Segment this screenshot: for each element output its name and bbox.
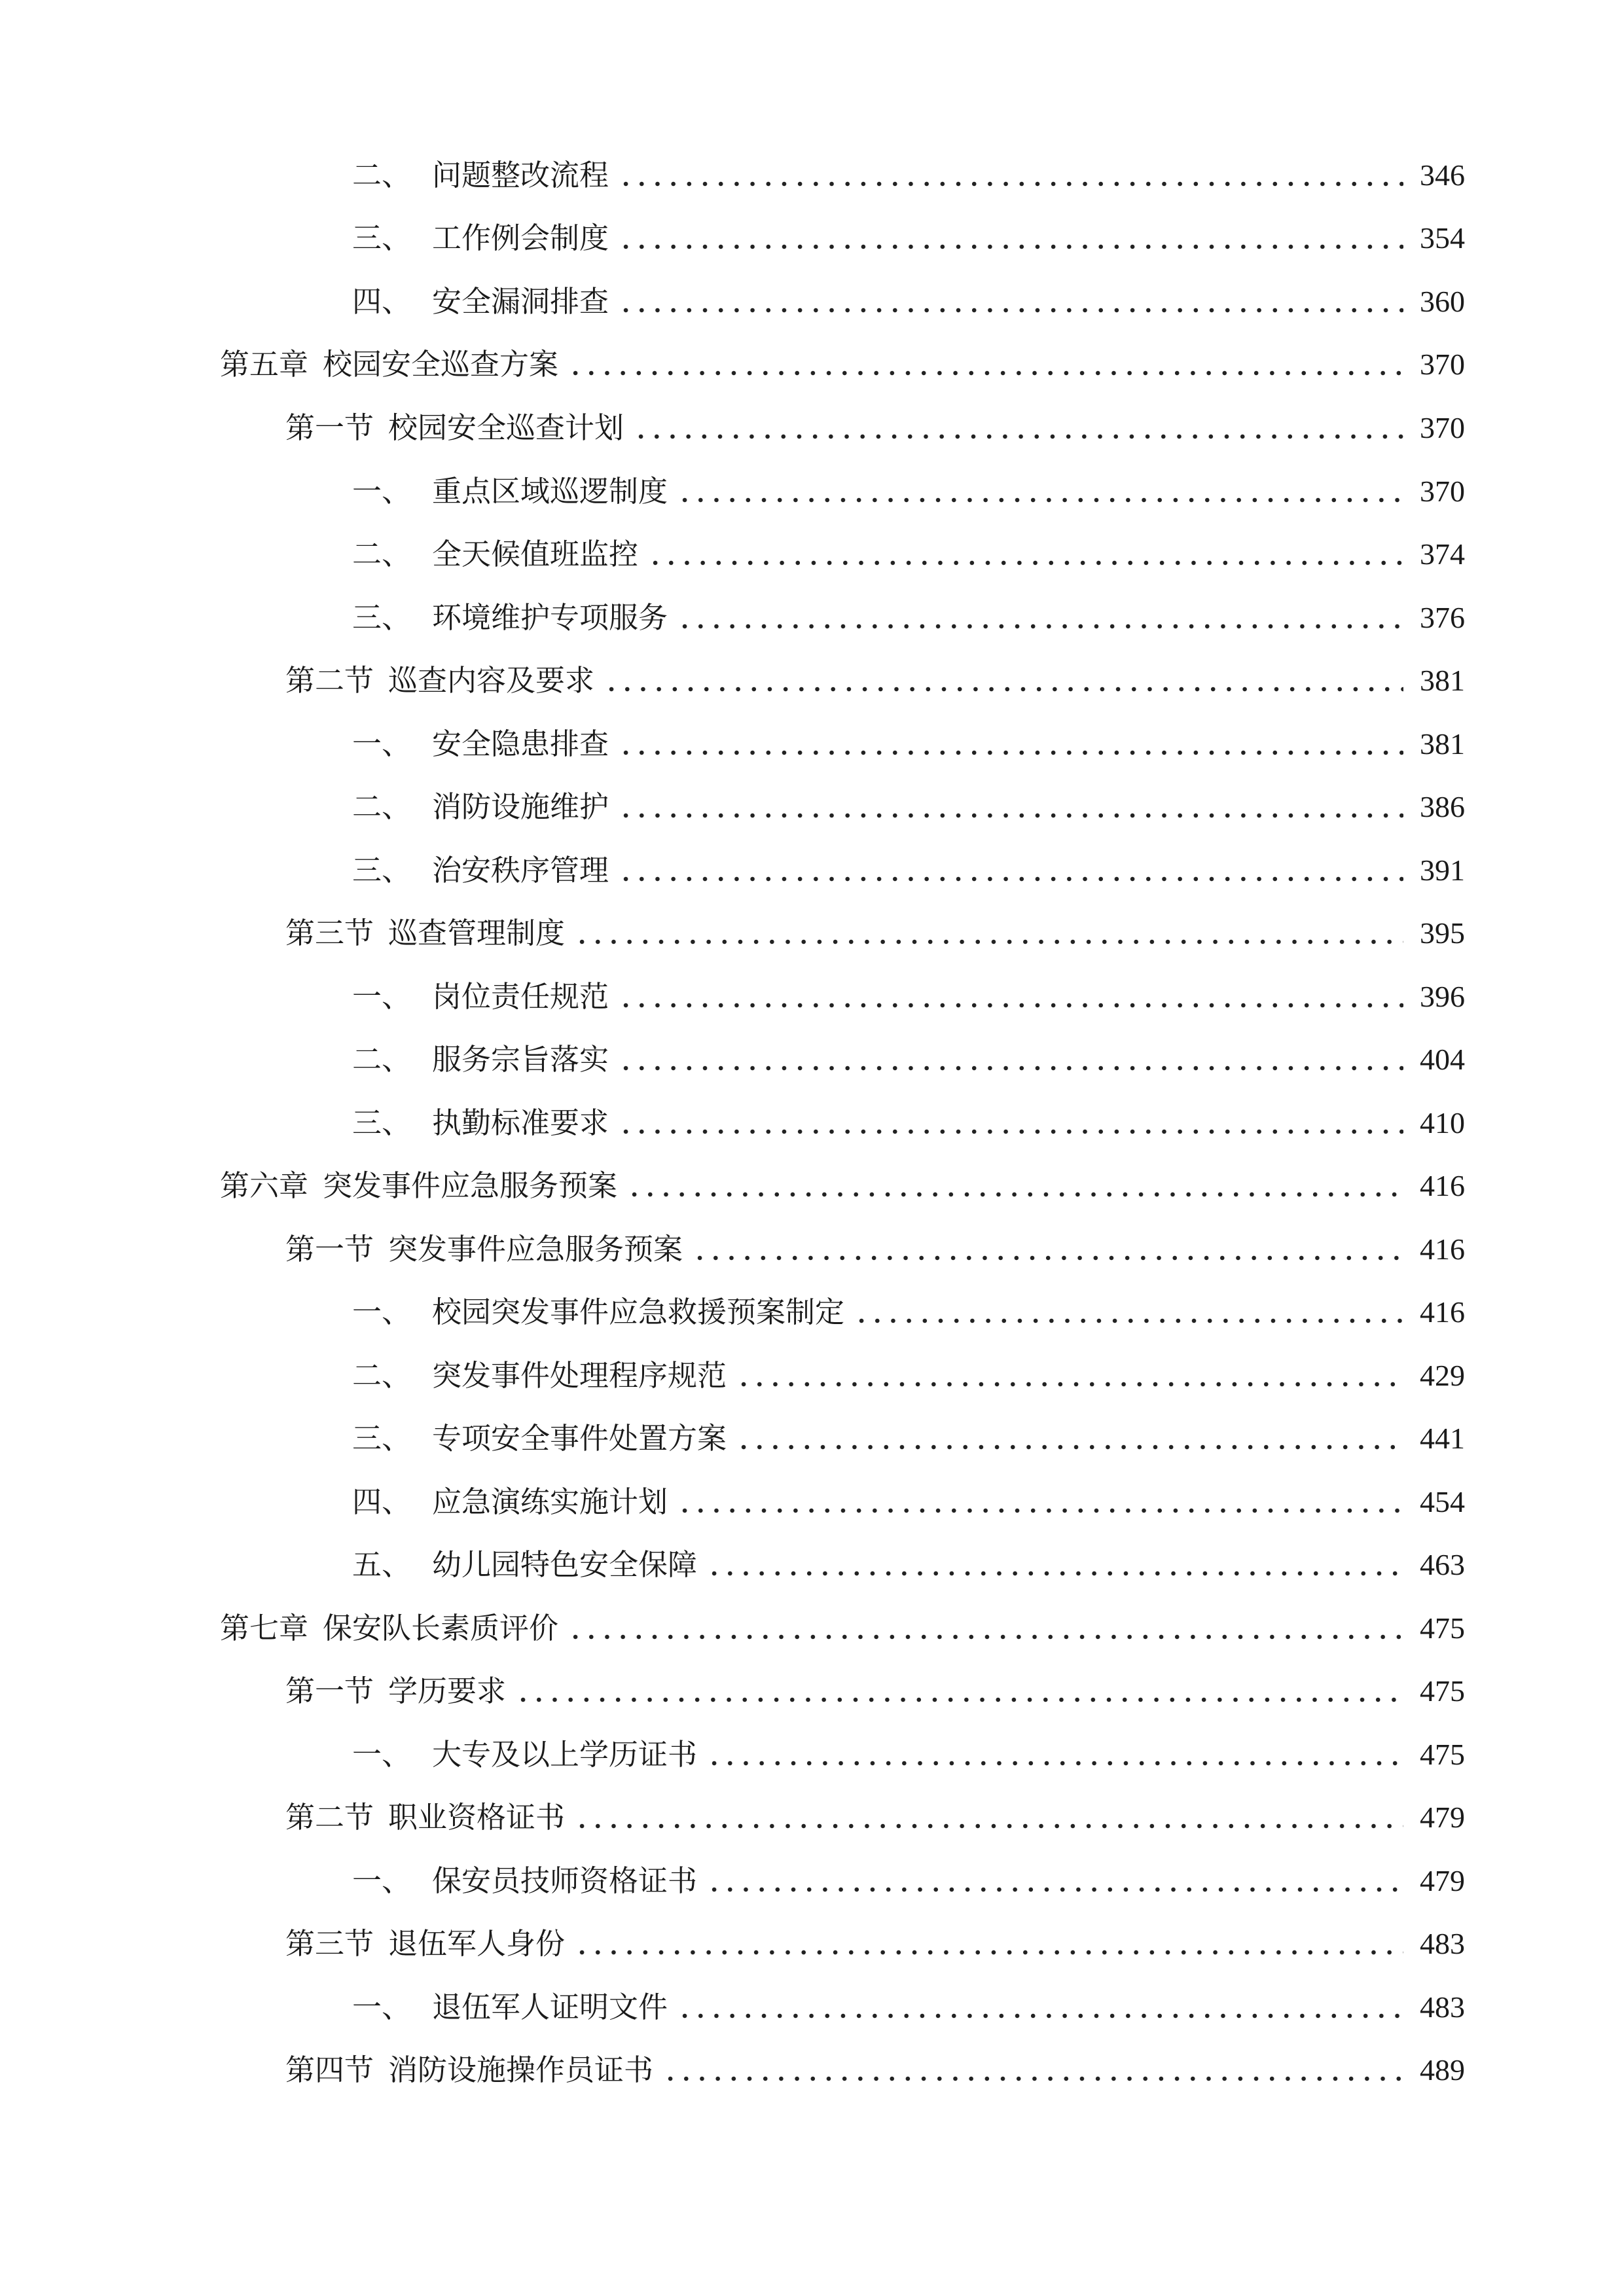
toc-entry-page-number: 475 (1420, 1738, 1465, 1771)
toc-entry-page-number: 386 (1420, 790, 1465, 823)
toc-entry[interactable] (220, 1602, 1465, 1655)
toc-entry-title: 突发事件处理程序规范 (432, 1358, 727, 1393)
toc-entry-number: 二、 (352, 1358, 412, 1393)
toc-entry-title: 职业资格证书 (388, 1800, 566, 1835)
dot-leader (854, 1314, 1403, 1327)
toc-entry[interactable] (285, 655, 1465, 707)
toc-entry-title: 问题整改流程 (432, 158, 609, 192)
toc-entry-number: 五、 (352, 1547, 412, 1582)
toc-entry-page-number: 479 (1420, 1801, 1465, 1834)
toc-entry[interactable] (352, 212, 1465, 264)
dot-leader (574, 935, 1403, 948)
toc-entry-page-number: 370 (1420, 475, 1465, 508)
dot-leader (677, 493, 1403, 507)
toc-entry-page-number: 396 (1420, 980, 1465, 1013)
toc-entry-number: 一、 (352, 474, 412, 509)
toc-entry-number: 第一节 (285, 1232, 374, 1266)
toc-entry[interactable] (285, 1665, 1465, 1717)
toc-entry[interactable] (220, 338, 1465, 391)
toc-entry-page-number: 354 (1420, 221, 1465, 255)
toc-entry-title: 退伍军人证明文件 (432, 1990, 668, 2024)
toc-entry-title: 校园突发事件应急救援预案制定 (432, 1295, 845, 1329)
toc-entry-title: 幼儿园特色安全保障 (432, 1547, 698, 1582)
toc-entry-page-number: 463 (1420, 1548, 1465, 1581)
toc-entry[interactable] (352, 276, 1465, 328)
toc-entry-title: 重点区域巡逻制度 (432, 474, 668, 509)
toc-entry[interactable] (285, 402, 1465, 454)
toc-entry-page-number: 346 (1420, 158, 1465, 192)
toc-entry-title: 工作例会制度 (432, 221, 609, 255)
toc-entry-number: 二、 (352, 158, 412, 192)
toc-entry-number: 第三节 (285, 916, 374, 950)
toc-entry-page-number: 454 (1420, 1485, 1465, 1518)
toc-entry-number: 三、 (352, 600, 412, 635)
toc-entry-number: 一、 (352, 1863, 412, 1898)
toc-entry-page-number: 441 (1420, 1422, 1465, 1455)
toc-entry-number: 第五章 (220, 347, 309, 382)
dot-leader (618, 746, 1403, 759)
toc-entry-title: 巡查管理制度 (388, 916, 566, 950)
dot-leader (618, 872, 1403, 886)
toc-entry-title: 退伍军人身份 (388, 1926, 566, 1961)
toc-entry-number: 一、 (352, 1737, 412, 1772)
toc-entry[interactable] (352, 1412, 1465, 1465)
toc-entry-number: 二、 (352, 789, 412, 824)
toc-entry-number: 三、 (352, 1421, 412, 1456)
toc-entry[interactable] (352, 1855, 1465, 1907)
dot-leader (568, 1630, 1403, 1643)
toc-entry-page-number: 395 (1420, 916, 1465, 950)
dot-leader (677, 1504, 1403, 1517)
toc-entry-number: 第一节 (285, 1674, 374, 1708)
toc-entry[interactable] (352, 1033, 1465, 1086)
toc-entry-number: 第六章 (220, 1168, 309, 1203)
toc-entry[interactable] (352, 592, 1465, 644)
toc-entry-title: 保安员技师资格证书 (432, 1863, 698, 1898)
toc-entry-title: 岗位责任规范 (432, 979, 609, 1014)
dot-leader (574, 1946, 1403, 1959)
toc-entry-page-number: 360 (1420, 285, 1465, 318)
dot-leader (618, 177, 1403, 190)
toc-entry-title: 学历要求 (388, 1674, 507, 1708)
dot-leader (677, 620, 1403, 633)
dot-leader (662, 2072, 1403, 2085)
toc-entry[interactable] (352, 1286, 1465, 1338)
toc-entry[interactable] (352, 844, 1465, 897)
toc-entry-number: 第四节 (285, 2053, 374, 2087)
toc-entry-title: 执勤标准要求 (432, 1105, 609, 1140)
dot-leader (677, 2009, 1403, 2022)
toc-entry[interactable] (352, 1476, 1465, 1528)
toc-entry-number: 一、 (352, 1990, 412, 2024)
toc-entry-number: 二、 (352, 537, 412, 571)
toc-entry-number: 一、 (352, 1295, 412, 1329)
toc-entry-page-number: 475 (1420, 1611, 1465, 1645)
toc-entry[interactable] (285, 1223, 1465, 1276)
toc-entry-title: 消防设施操作员证书 (388, 2053, 654, 2087)
toc-entry[interactable] (352, 465, 1465, 518)
toc-entry-number: 三、 (352, 1105, 412, 1140)
dot-leader (604, 683, 1403, 696)
toc-entry-number: 第二节 (285, 1800, 374, 1835)
toc-entry-number: 四、 (352, 284, 412, 319)
toc-entry-page-number: 370 (1420, 348, 1465, 381)
dot-leader (736, 1441, 1403, 1454)
toc-entry-page-number: 489 (1420, 2053, 1465, 2087)
toc-entry-number: 三、 (352, 853, 412, 888)
toc-entry-title: 校园安全巡查计划 (388, 410, 624, 445)
toc-entry-title: 校园安全巡查方案 (323, 347, 559, 382)
toc-entry[interactable] (352, 1097, 1465, 1149)
dot-leader (568, 367, 1403, 380)
toc-entry-page-number: 404 (1420, 1043, 1465, 1076)
toc-entry[interactable] (352, 1539, 1465, 1591)
toc-entry-page-number: 475 (1420, 1674, 1465, 1708)
toc-entry[interactable] (352, 1981, 1465, 2034)
toc-entry-number: 一、 (352, 726, 412, 761)
toc-entry-title: 突发事件应急服务预案 (323, 1168, 618, 1203)
toc-entry-title: 环境维护专项服务 (432, 600, 668, 635)
toc-entry-page-number: 410 (1420, 1106, 1465, 1139)
toc-entry[interactable] (352, 528, 1465, 581)
toc-entry-page-number: 416 (1420, 1232, 1465, 1266)
toc-entry-page-number: 376 (1420, 601, 1465, 634)
toc-entry-title: 全天候值班监控 (432, 537, 639, 571)
toc-entry[interactable] (285, 1918, 1465, 1970)
dot-leader (574, 1820, 1403, 1833)
toc-entry[interactable] (285, 907, 1465, 960)
toc-entry-page-number: 429 (1420, 1359, 1465, 1392)
toc-entry[interactable] (352, 1729, 1465, 1781)
toc-entry-page-number: 391 (1420, 853, 1465, 887)
toc-entry-title: 消防设施维护 (432, 789, 609, 824)
dot-leader (633, 430, 1403, 443)
dot-leader (618, 304, 1403, 317)
toc-entry-number: 第三节 (285, 1926, 374, 1961)
toc-entry-page-number: 479 (1420, 1864, 1465, 1897)
toc-entry-page-number: 381 (1420, 727, 1465, 761)
toc-entry-number: 二、 (352, 1042, 412, 1077)
toc-entry-title: 服务宗旨落实 (432, 1042, 609, 1077)
dot-leader (618, 1125, 1403, 1138)
toc-entry-title: 安全漏洞排查 (432, 284, 609, 319)
dot-leader (736, 1378, 1403, 1391)
toc-entry[interactable] (220, 1160, 1465, 1212)
toc-entry[interactable] (285, 2044, 1465, 2096)
toc-entry-number: 三、 (352, 221, 412, 255)
toc-entry[interactable] (285, 1791, 1465, 1844)
toc-entry-page-number: 381 (1420, 664, 1465, 697)
dot-leader (706, 1757, 1403, 1770)
toc-entry-page-number: 416 (1420, 1295, 1465, 1329)
toc-entry-title: 突发事件应急服务预案 (388, 1232, 683, 1266)
toc-entry-title: 安全隐患排查 (432, 726, 609, 761)
toc-entry-title: 治安秩序管理 (432, 853, 609, 888)
dot-leader (706, 1567, 1403, 1580)
toc-entry-title: 大专及以上学历证书 (432, 1737, 698, 1772)
toc-entry-title: 巡查内容及要求 (388, 663, 595, 698)
toc-entry-number: 第二节 (285, 663, 374, 698)
toc-entry[interactable] (352, 781, 1465, 833)
toc-entry-page-number: 374 (1420, 537, 1465, 571)
dot-leader (618, 999, 1403, 1012)
dot-leader (618, 1062, 1403, 1075)
toc-entry-title: 应急演练实施计划 (432, 1484, 668, 1519)
toc-entry[interactable] (352, 718, 1465, 770)
dot-leader (647, 556, 1403, 569)
toc-entry-number: 四、 (352, 1484, 412, 1519)
dot-leader (706, 1883, 1403, 1896)
dot-leader (618, 240, 1403, 253)
toc-entry-number: 第一节 (285, 410, 374, 445)
toc-entry-title: 专项安全事件处置方案 (432, 1421, 727, 1456)
toc-entry-page-number: 416 (1420, 1169, 1465, 1202)
toc-entry-page-number: 370 (1420, 411, 1465, 444)
toc-entry-number: 第七章 (220, 1611, 309, 1645)
toc-entry[interactable] (352, 971, 1465, 1023)
dot-leader (692, 1251, 1403, 1265)
toc-entry[interactable] (352, 149, 1465, 202)
toc-entry[interactable] (352, 1350, 1465, 1402)
toc-entry-page-number: 483 (1420, 1990, 1465, 2024)
dot-leader (618, 809, 1403, 822)
toc-entry-title: 保安队长素质评价 (323, 1611, 559, 1645)
dot-leader (515, 1693, 1403, 1706)
toc-entry-page-number: 483 (1420, 1927, 1465, 1960)
toc-entry-number: 一、 (352, 979, 412, 1014)
dot-leader (626, 1188, 1403, 1201)
